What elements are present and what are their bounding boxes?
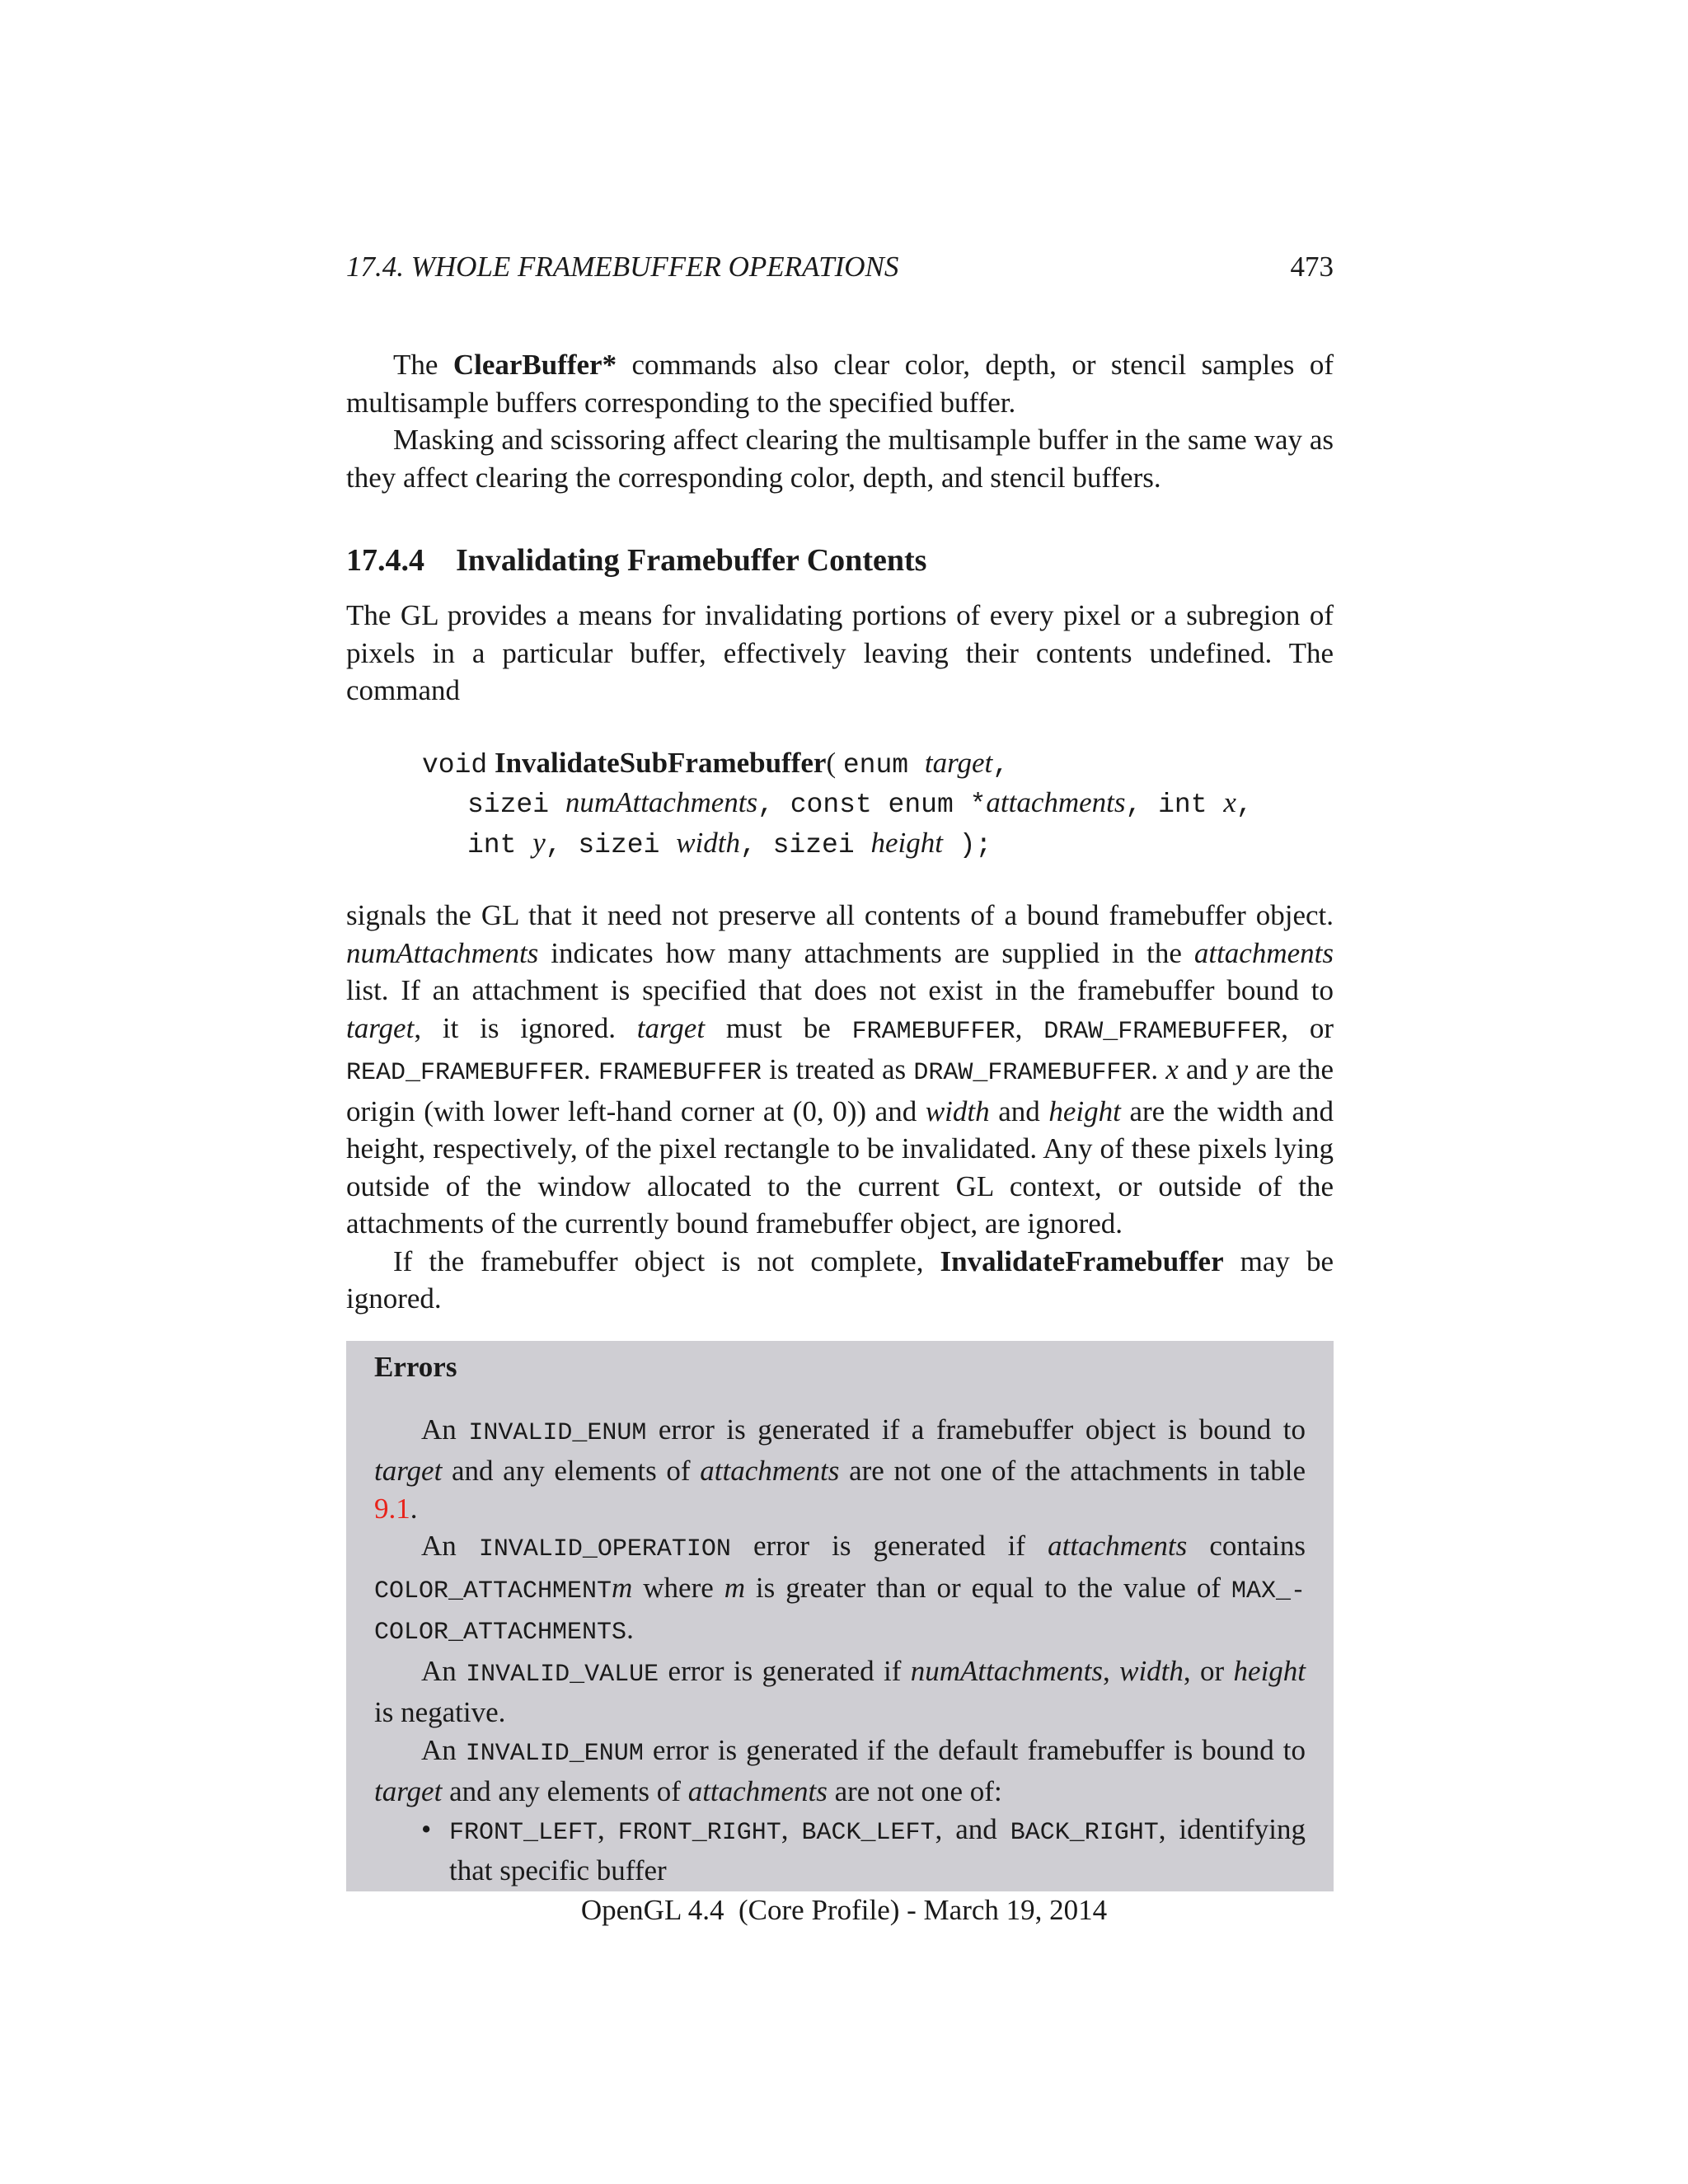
error-invalid-enum-2: An INVALID_ENUM error is generated if the default framebuffer is bound to target and any elements of attachments are not one of:: [374, 1733, 1306, 1807]
function-prototype: void InvalidateSubFramebuffer( enum target, sizei numAttachments, const enum *attachments, int x, int y, sizei width, sizei height );: [422, 746, 1253, 860]
errors-heading: Errors: [374, 1350, 457, 1383]
page-number: 473: [1290, 251, 1334, 283]
bullet-icon: •: [421, 1812, 432, 1845]
page-footer: OpenGL 4.4 (Core Profile) - March 19, 2014: [580, 1894, 1108, 1926]
math-origin: (0, 0): [792, 1094, 857, 1127]
command-name: ClearBuffer*: [452, 349, 617, 381]
section-number: 17.4.4: [346, 543, 424, 578]
section-heading: [346, 539, 1334, 582]
running-header-title: 17.4. WHOLE FRAMEBUFFER OPERATIONS: [346, 251, 899, 283]
section-title: Invalidating Framebuffer Contents: [456, 543, 927, 578]
paragraph-intro: The GL provides a means for invalidating portions of every pixel or a subregion of pixels in a particular buffer, effectively leaving their contents undefined. The command: [346, 599, 1334, 706]
table-link[interactable]: 9.1: [374, 1492, 410, 1525]
running-header: [346, 247, 1334, 287]
paragraph-masking: Masking and scissoring affect clearing the multisample buffer in the same way as they affect clearing the corresponding color, depth, and stencil buffers.: [346, 424, 1334, 494]
paragraph-clearbuffer: The ClearBuffer* commands also clear color, depth, or stencil samples of multisample buffers corresponding to the specified buffer.: [346, 349, 1334, 419]
page-body: [346, 247, 1334, 1891]
function-name: InvalidateSubFramebuffer: [494, 746, 827, 779]
errors-box: [346, 1341, 1334, 1891]
list-item: • FRONT_LEFT, FRONT_RIGHT, BACK_LEFT, and BACK_RIGHT, identifying that specific buffer: [421, 1811, 1306, 1890]
paragraph-incomplete: If the framebuffer object is not complete, InvalidateFramebuffer may be ignored.: [346, 1244, 1334, 1315]
error-invalid-value: An INVALID_VALUE error is generated if numAttachments, width, or height is negative.: [374, 1654, 1306, 1728]
command-name-invalidate: InvalidateFramebuffer: [940, 1244, 1224, 1277]
paragraph-signals: signals the GL that it need not preserve all contents of a bound framebuffer object. numAttachments indicates how many attachments are supplied in the attachments list. If an attachment is specified that does not exist in the framebuffer bound to target, it is ignored. target must be FRAMEBUFFER, DRAW_FRAMEBUFFER, or READ_FRAMEBUFFER. FRAMEBUFFER is treated as DRAW_FRAMEBUFFER. x and y are the origin (with lower left-hand corner at (0, 0)) and width and height are the width and height, respectively, of the pixel rectangle to be invalidated. Any of these pixels lying outside of the window allocated to the current GL context, or outside of the attachments of the currently bound framebuffer object, are ignored.: [346, 899, 1334, 1240]
error-invalid-operation: An INVALID_OPERATION error is generated if attachments contains COLOR_ATTACHMENTm where m is greater than or equal to the value of MAX_- COLOR_ATTACHMENTS.: [374, 1530, 1306, 1647]
error-invalid-enum-1: An INVALID_ENUM error is generated if a framebuffer object is bound to target and any elements of attachments are not one of the attachments in table 9.1.: [374, 1413, 1306, 1525]
